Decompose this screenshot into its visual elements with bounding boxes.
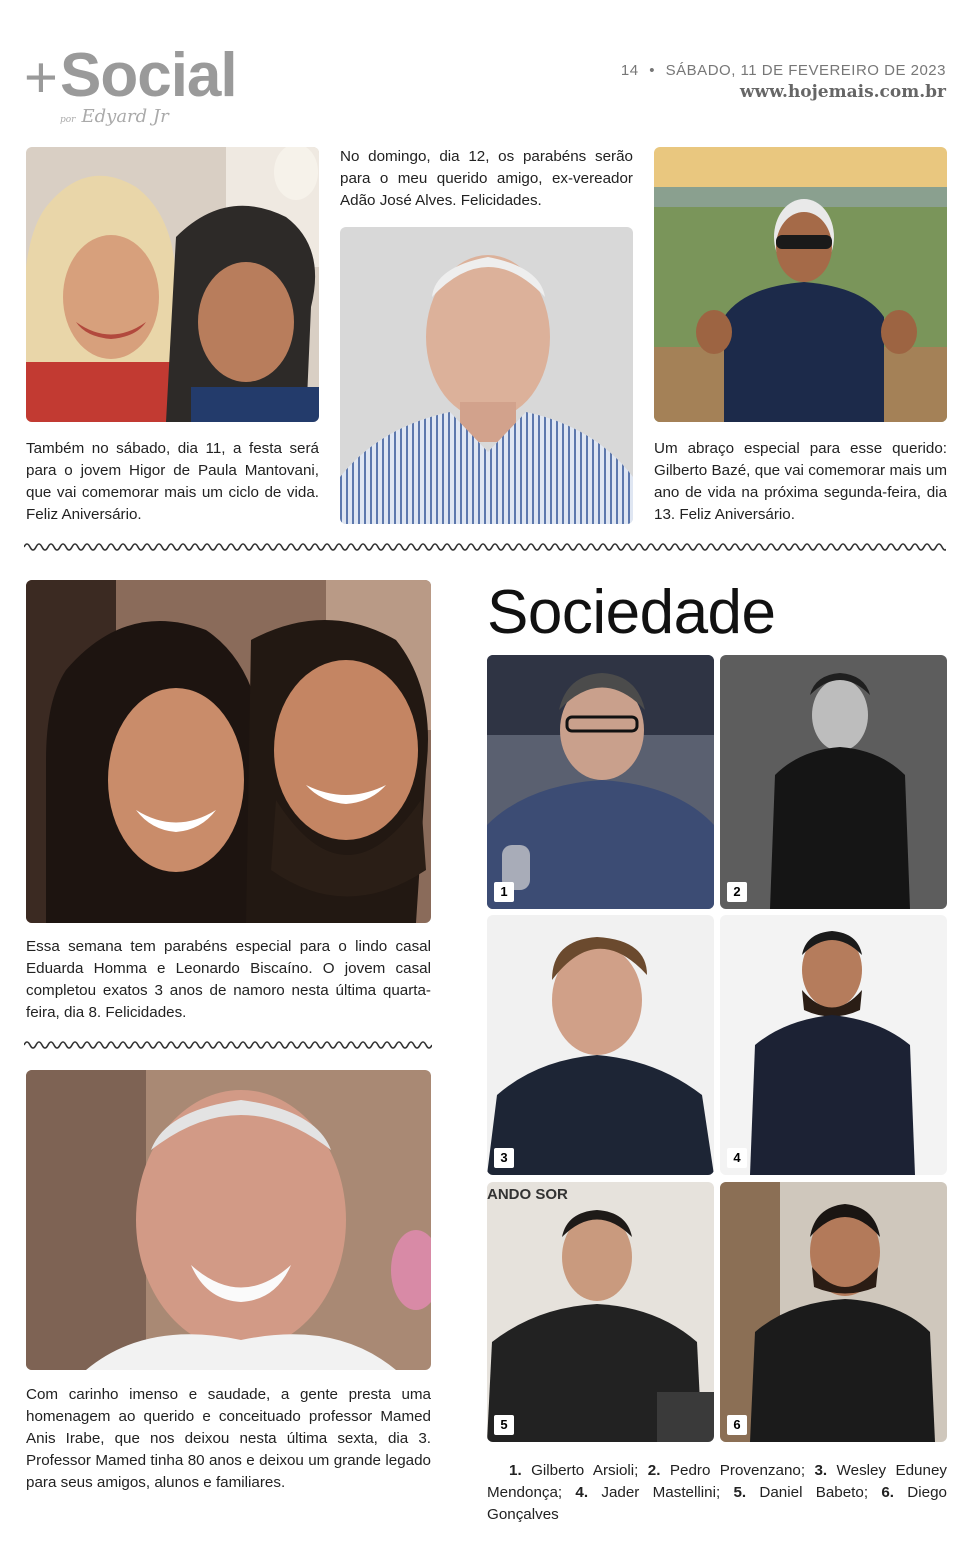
person-name: Diego Gonçalves	[487, 1484, 947, 1523]
section-logo: Social	[60, 41, 237, 110]
photo-gilberto-baze	[654, 147, 947, 422]
sociedade-photo-1	[487, 655, 714, 909]
name-number: 5.	[733, 1484, 747, 1501]
sociedade-title: Sociedade	[487, 578, 776, 647]
person-name: Gilberto Arsioli;	[521, 1462, 648, 1479]
sociedade-photo-3	[487, 915, 714, 1175]
publication-date: SÁBADO, 11 DE FEVEREIRO DE 2023	[665, 62, 946, 79]
sociedade-photo-5	[487, 1182, 714, 1442]
signature-text: Edyard Jr	[81, 106, 169, 127]
photo-casal	[26, 580, 431, 923]
logo-plus: +	[24, 45, 58, 110]
photo-number-badge: 2	[727, 882, 747, 902]
caption-higor: Também no sábado, dia 11, a festa será para o jovem Higor de Paula Mantovani, que vai comemorar mais um ciclo de vida. Feliz Aniversário.	[26, 440, 319, 523]
person-name: Daniel Babeto;	[746, 1484, 882, 1501]
photo-mamed	[26, 1070, 431, 1370]
caption-adao: No domingo, dia 12, os parabéns serão para o meu querido amigo, ex-vereador Adão José Alves. Felicidades.	[340, 148, 633, 209]
wave-divider-top	[24, 540, 946, 554]
name-number: 2.	[647, 1462, 661, 1479]
name-number: 3.	[814, 1462, 828, 1479]
photo-higor	[26, 147, 319, 422]
person-name: Jader Mastellini;	[588, 1484, 734, 1501]
name-number: 6.	[881, 1484, 895, 1501]
sociedade-photo-6	[720, 1182, 947, 1442]
site-url[interactable]: www.hojemais.com.br	[739, 82, 946, 102]
background-sign-text: ANDO SOR	[487, 1186, 568, 1203]
person-name: Pedro Provenzano;	[660, 1462, 815, 1479]
photo-number-badge: 6	[727, 1415, 747, 1435]
name-number: 4.	[575, 1484, 589, 1501]
page-number: 14	[620, 62, 639, 79]
sociedade-names-caption	[487, 1460, 947, 1526]
page-date-line	[621, 62, 946, 79]
photo-number-badge: 4	[727, 1148, 747, 1168]
columnist-signature	[60, 106, 169, 127]
name-number: 1.	[509, 1462, 522, 1479]
separator-dot: •	[649, 62, 655, 79]
caption-casal: Essa semana tem parabéns especial para o lindo casal Eduarda Homma e Leonardo Biscaíno. O jovem casal completou exatos 3 anos de namoro nesta última quarta-feira, dia 8. Felicidades.	[26, 938, 431, 1021]
photo-number-badge: 1	[494, 882, 514, 902]
logo-by: por	[60, 115, 76, 125]
person-name: Wesley Eduney Mendonça;	[487, 1462, 947, 1501]
photo-number-badge: 5	[494, 1415, 514, 1435]
photo-adao	[340, 227, 633, 524]
photo-number-badge: 3	[494, 1148, 514, 1168]
caption-mamed: Com carinho imenso e saudade, a gente presta uma homenagem ao querido e conceituado professor Mamed Anis Irabe, que nos deixou nesta última sexta, dia 3. Professor Mamed tinha 80 anos e deixou um grande legado para seus amigos, alunos e familiares.	[26, 1386, 431, 1491]
wave-divider-left	[24, 1038, 432, 1052]
caption-gilberto-baze: Um abraço especial para esse querido: Gilberto Bazé, que vai comemorar mais um ano de vida na próxima segunda-feira, dia 13. Feliz Aniversário.	[654, 440, 947, 523]
sociedade-photo-4	[720, 915, 947, 1175]
sociedade-photo-2	[720, 655, 947, 909]
